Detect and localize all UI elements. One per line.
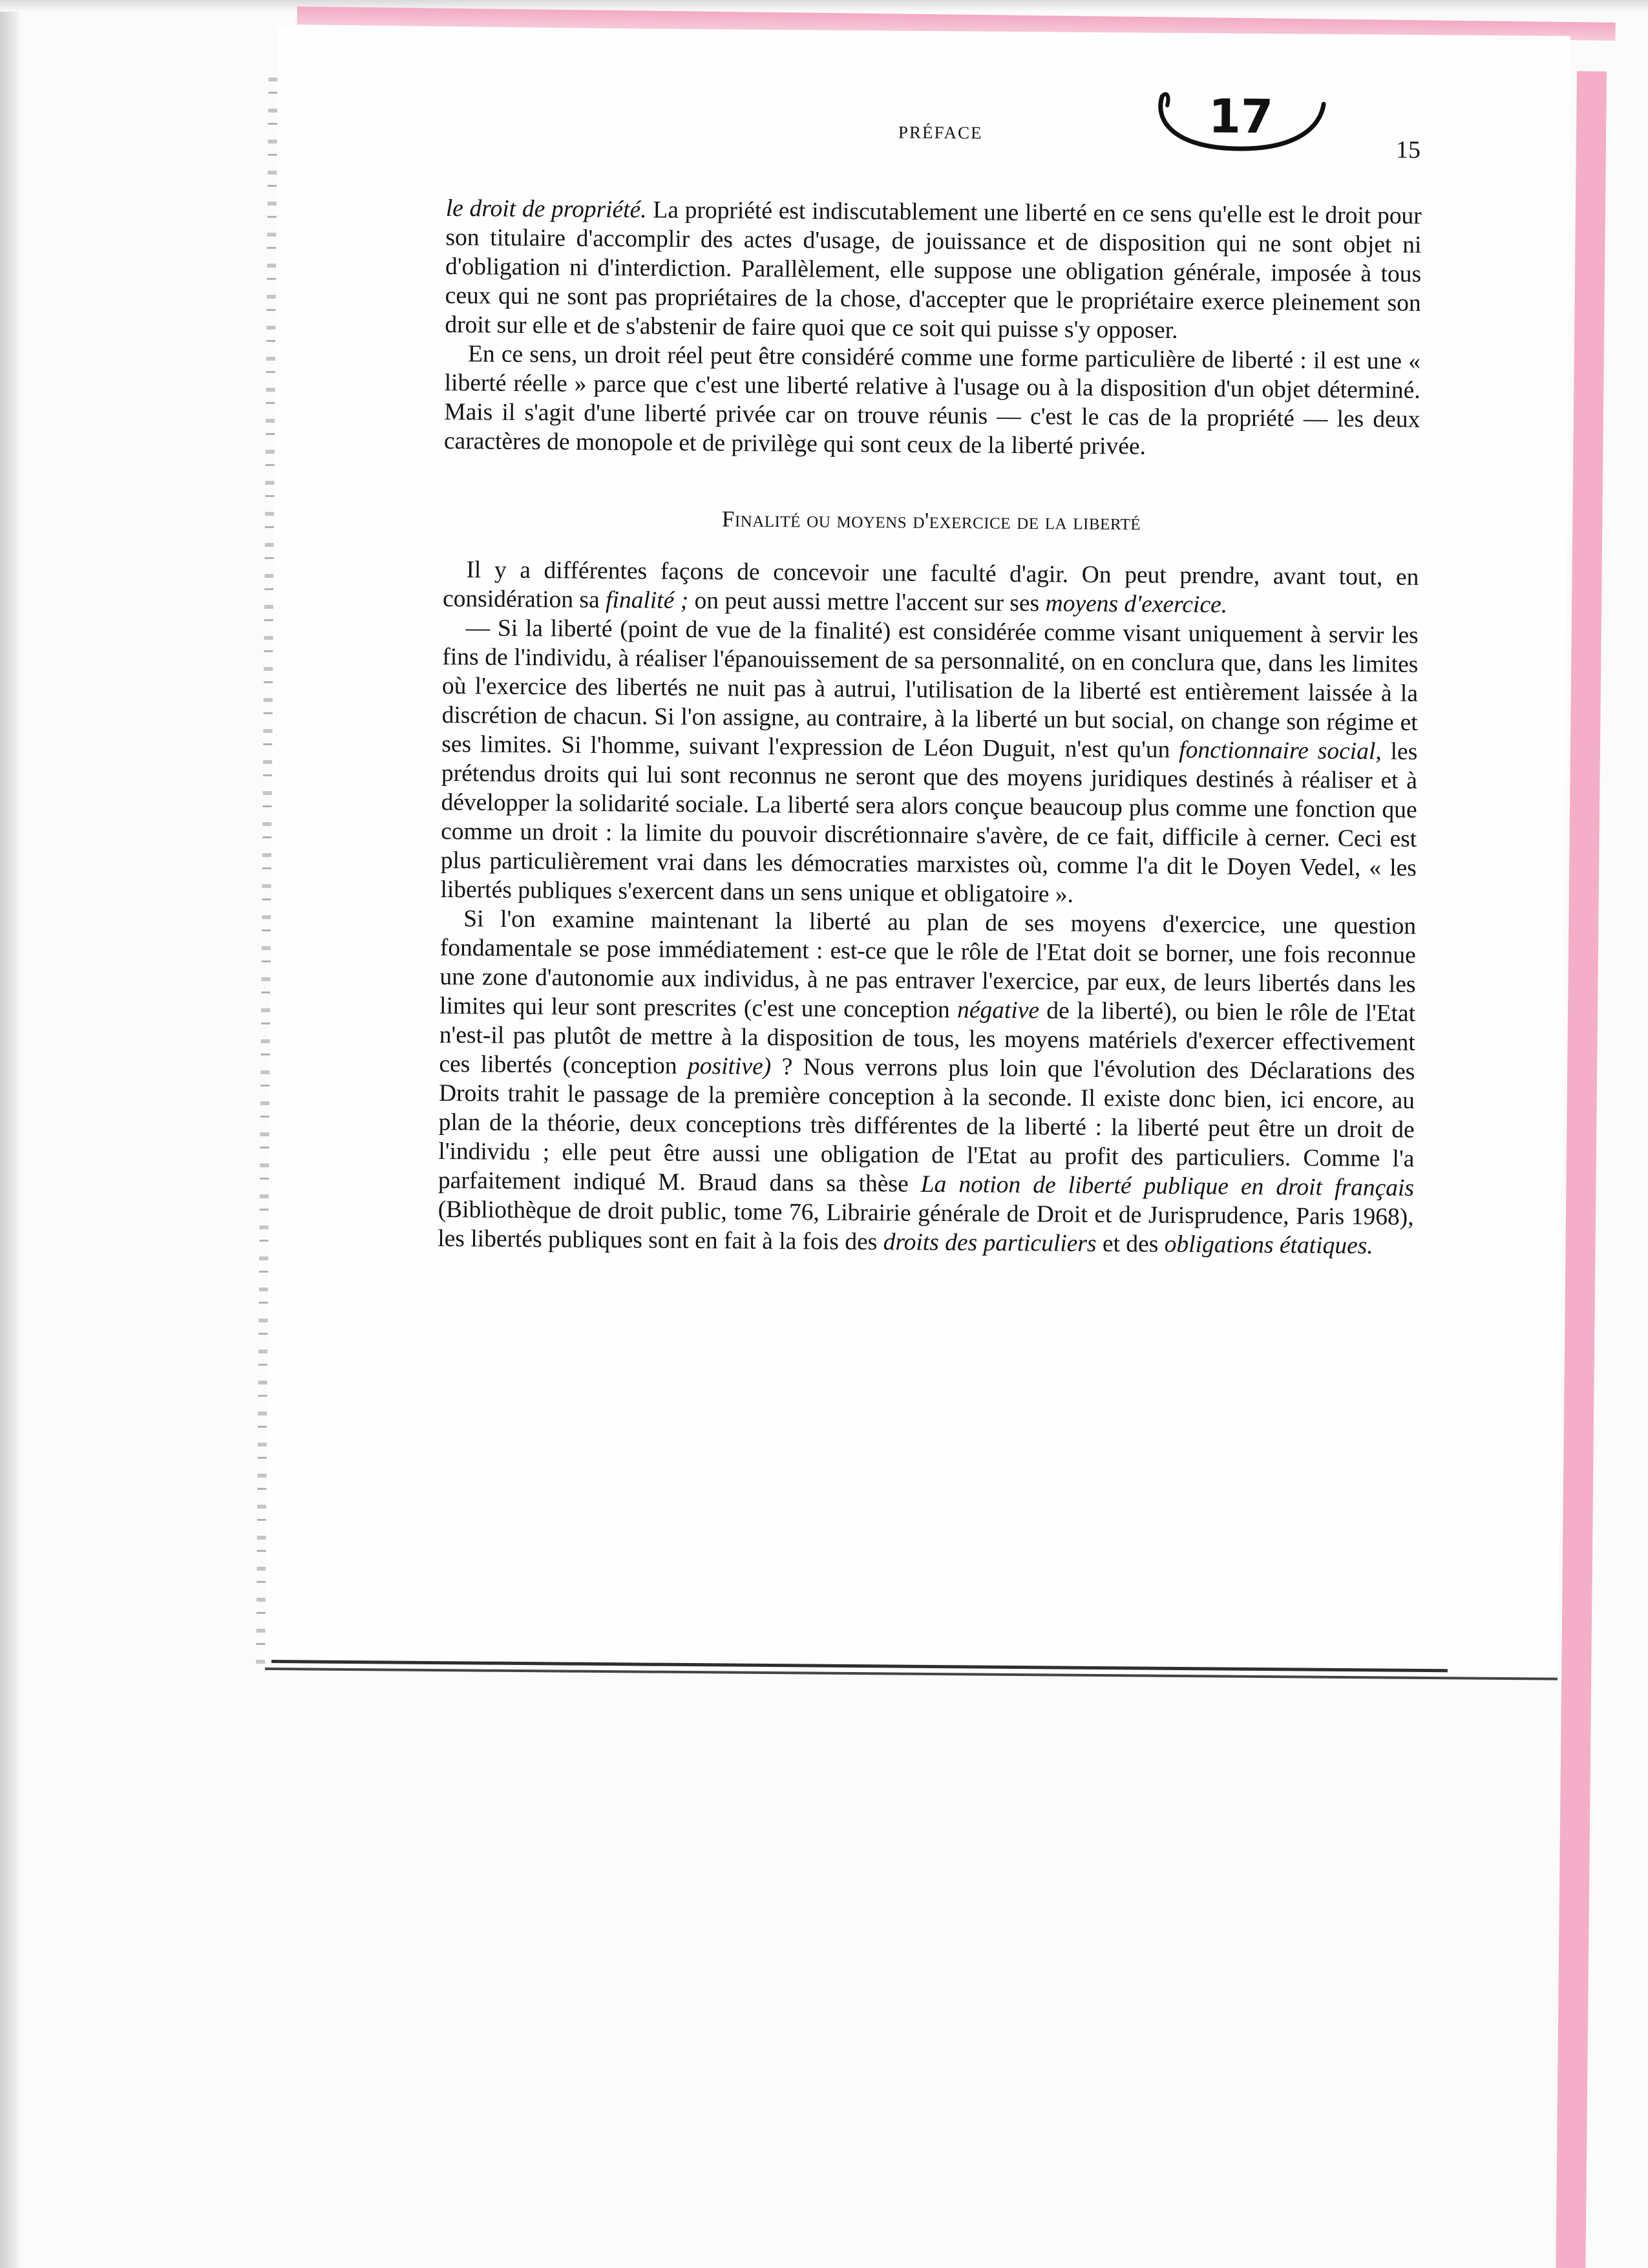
handwritten-number: 17 <box>1208 89 1274 144</box>
paragraph-text: Si l'on examine maintenant la liberté au plan de ses moyens d'exercice, une question fondamentale se pose immédiatement : est-ce que le rôle de l'Etat doit se borner, une fois reconnue une zone d'autonomie aux individus, à ne pas entraver l'exercice, par eux, de leurs libertés dans les limites qui leur sont prescrites (c'est une conception <box>439 906 1417 1024</box>
paragraph-text: de la liberté), ou bien le rôle de l'Etat n'est-il pas plutôt de mettre à la disposition de tous, les moyens matériels d'exercer effectivement ces libertés (conception <box>439 997 1416 1079</box>
italic-phrase: moyens d'exercice. <box>1045 590 1228 619</box>
paragraph-text: et des <box>1096 1230 1165 1258</box>
italic-phrase: fonctionnaire social, <box>1179 736 1382 765</box>
paragraph-text: — Si la liberté (point de vue de la finalité) est considérée comme visant uniquement à servir les fins de l'individu, à réaliser l'épanouissement de sa personnalité, on en conclura que, dans les limites où l'exercice des libertés ne nuit pas à autrui, l'utilisation de la liberté est entièrement laissée à la discrétion de chacun. Si l'on assigne, au contraire, à la liberté un but social, on change son régime et ses limites. Si l'homme, suivant l'expression de Léon Duguit, n'est qu'un <box>441 615 1419 763</box>
paragraph-means <box>438 904 1416 1261</box>
paragraph-finality <box>440 613 1418 912</box>
scan-top-shadow <box>0 0 1648 12</box>
paragraph-text: (Bibliothèque de droit public, tome 76, Librairie générale de Droit et de Jurisprudence, Paris 1968), les libertés publiques sont en fait à la fois des <box>438 1196 1414 1256</box>
paragraph-real-right: En ce sens, un droit réel peut être considéré comme une forme particulière de liberté : il est une « liberté réelle » parce que c'est une liberté relative à l'usage ou à la disposition d'un objet déterminé. Mais il s'agit d'une liberté privée car on trouve réunis — c'est le cas de la propriété — les deux caractères de monopole et de privilège qui sont ceux de la liberté privée. <box>443 341 1421 460</box>
italic-phrase: positive) <box>687 1052 772 1080</box>
scan-edge-shadow <box>0 0 19 2268</box>
paragraph-text: les prétendus droits qui lui sont reconnus ne seront que des moyens juridiques destinés à réaliser et à développer la solidarité sociale. La liberté sera alors conçue beaucoup plus comme une fonction que comme un droit : la limite du pouvoir discrétionnaire s'avère, de ce fait, difficile à cerner. Ceci est plus particulièrement vrai dans les démocraties marxistes où, comme l'a dit le Doyen Vedel, « les libertés publiques s'exercent dans un sens unique et obligatoire ». <box>440 738 1418 908</box>
running-head: PRÉFACE <box>898 122 983 143</box>
paragraph-text: La propriété est indiscutablement une liberté en ce sens qu'elle est le droit pour son titulaire d'accomplir des actes d'usage, de jouissance et de disposition qui ne sont objet ni d'obligation ni d'interdiction. Parallèlement, elle suppose une obligation générale, imposée à tous ceux qui ne sont pas propriétaires de la chose, d'accepter que le propriétaire exerce pleinement son droit sur elle et de s'abstenir de faire quoi que ce soit qui puisse s'y opposer. <box>445 196 1422 344</box>
page-body <box>438 194 1422 1261</box>
italic-phrase: négative <box>956 997 1040 1024</box>
page-number: 15 <box>1395 136 1421 164</box>
italic-phrase: droits des particuliers <box>883 1229 1097 1257</box>
paragraph-text: Il y a différentes façons de concevoir une faculté d'agir. On peut prendre, avant tout, en considération sa <box>442 556 1419 613</box>
italic-phrase: obligations étatiques. <box>1164 1231 1373 1260</box>
paragraph-faculty <box>443 555 1419 621</box>
paragraph-text: on peut aussi mettre l'accent sur ses <box>688 587 1046 617</box>
handwritten-annotation <box>1150 77 1332 156</box>
paragraph-text: ? Nous verrons plus loin que l'évolution des Déclarations des Droits trahit le passage de la première conception à la seconde. Il existe donc bien, ici encore, au plan de la théorie, deux conceptions très différentes de la liberté : la liberté peut être un droit de l'individu ; elle peut être aussi une obligation de l'Etat au profit des particuliers. Comme l'a parfaitement indiqué M. Braud dans sa thèse <box>438 1053 1415 1198</box>
italic-title: La notion de liberté publique en droit français <box>920 1171 1415 1202</box>
italic-phrase: le droit de propriété. <box>445 195 647 224</box>
section-heading: Finalité ou moyens d'exercice de la liberté <box>721 506 1141 535</box>
paragraph-property <box>445 194 1422 347</box>
italic-phrase: finalité ; <box>605 586 689 614</box>
